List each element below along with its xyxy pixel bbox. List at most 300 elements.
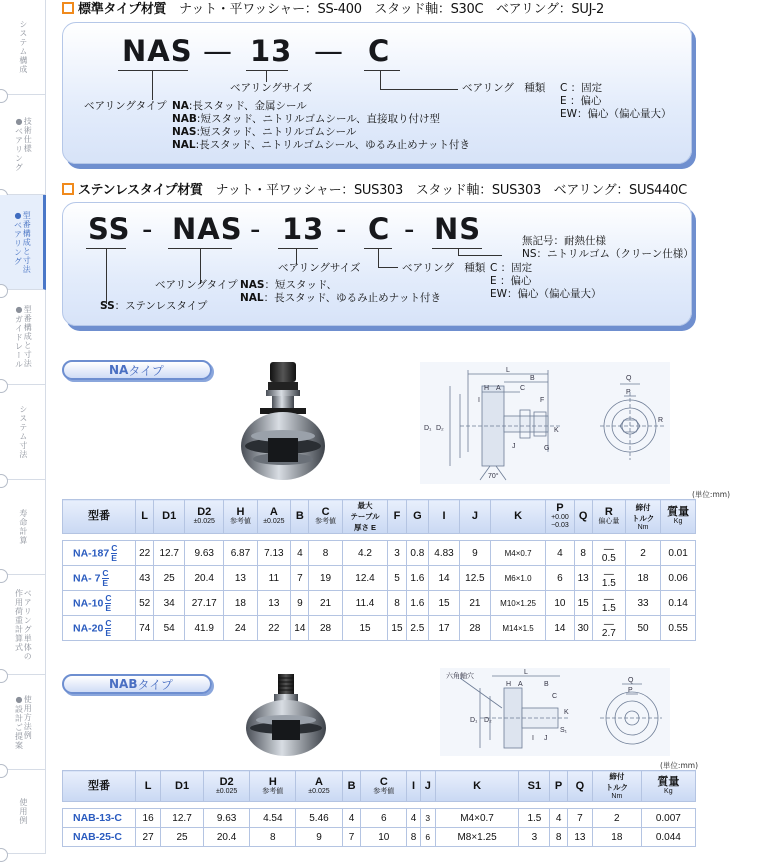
cell-value: 3 [425, 812, 431, 823]
table-cell [490, 566, 546, 591]
table-cell [257, 591, 291, 616]
table-cell [257, 616, 291, 641]
column-header-label: B [347, 779, 356, 792]
cell-value: 27 [142, 831, 154, 843]
table-cell [429, 591, 460, 616]
column-header-label: L [144, 779, 152, 792]
table-cell [459, 541, 490, 566]
variant-c: C [102, 567, 109, 578]
cell-value: 25 [163, 572, 175, 584]
code-dash: — [203, 34, 233, 68]
dim-socket: 六角軸穴 [446, 673, 474, 680]
cell-value: 2 [640, 547, 646, 559]
column-header [224, 500, 257, 534]
table-cell [592, 591, 625, 616]
table-cell [592, 566, 625, 591]
side-tab[interactable] [0, 770, 46, 854]
column-header-label: 締付 トルク [631, 502, 655, 523]
column-header-note: 参考値 [262, 787, 284, 795]
dim-a: A [518, 681, 523, 688]
column-header [203, 771, 250, 802]
na-type-tab [62, 360, 212, 380]
type-label: ベアリングタイプ [84, 100, 167, 112]
code-part-size: 13 [250, 34, 293, 68]
table-cell [625, 616, 660, 641]
dim-r: R [658, 417, 664, 424]
cell-value: 41.9 [194, 622, 214, 634]
nab-technical-drawing [440, 668, 670, 756]
column-header [519, 771, 550, 802]
dim-l: L [524, 669, 528, 676]
model-number: NAB-25-C [73, 831, 123, 843]
cell-value: 4.54 [263, 812, 283, 824]
column-header [435, 771, 519, 802]
side-tab-label: システム構成 [18, 20, 28, 74]
no-eccentric-dash: — [603, 618, 614, 630]
column-header [593, 771, 642, 802]
code-option-row: E ：偏心 [490, 275, 532, 287]
table-cell [224, 541, 257, 566]
dim-d2: D₂ [484, 717, 492, 724]
table-cell [429, 541, 460, 566]
column-header [136, 500, 154, 534]
cell-value: 9 [297, 597, 303, 609]
table-cell [361, 828, 407, 847]
code-option-row [172, 113, 470, 126]
cell-value: 9.63 [194, 547, 214, 559]
side-tab-label: 使用方法例 ●設計ご提案 [14, 694, 33, 750]
column-header [406, 500, 428, 534]
column-header-label: D1 [162, 510, 177, 522]
cell-value: 19 [320, 572, 332, 584]
column-header [420, 771, 435, 802]
cell-value: 54 [163, 622, 175, 634]
table-cell [429, 616, 460, 641]
cell-value: 13 [268, 597, 280, 609]
table-cell [406, 591, 428, 616]
column-header [161, 771, 204, 802]
column-header-note: 参考値 [315, 518, 337, 525]
cell-value: 25 [176, 831, 188, 843]
column-header-label: 型番 [88, 510, 110, 522]
table-cell [435, 809, 519, 828]
table-cell [136, 566, 154, 591]
heading-marker-icon [62, 183, 74, 195]
column-header-label: S1 [527, 779, 542, 792]
table-cell [257, 566, 291, 591]
table-cell [161, 809, 204, 828]
cell-value: 0.14 [668, 597, 688, 609]
cell-value: 20.4 [194, 572, 214, 584]
table-cell [406, 616, 428, 641]
table-cell [136, 828, 161, 847]
side-tab-marker-icon [0, 848, 8, 862]
column-header-note: Kg [673, 518, 683, 525]
cell-value: 14 [438, 572, 450, 584]
column-header-label: 最大 テーブル 厚さ E [350, 501, 380, 532]
cell-value: 15 [391, 622, 403, 634]
table-cell [429, 566, 460, 591]
code-option-row [240, 292, 441, 305]
dim-s1: S₁ [560, 727, 568, 734]
table-cell [342, 809, 361, 828]
model-cell [63, 591, 136, 616]
type-list [240, 279, 441, 305]
variant-stack [111, 544, 117, 563]
table-cell [625, 541, 660, 566]
na-spec-table [62, 499, 696, 641]
code-option-text: :長スタッド、ニトリルゴムシール、ゆるみ止めナット付き [195, 139, 470, 151]
cell-value: 9 [472, 547, 478, 559]
table-cell [490, 616, 546, 641]
standard-title: 標準タイプ材質 [78, 2, 167, 17]
dim-d1: D₁ [424, 425, 432, 432]
table-cell [519, 828, 550, 847]
cell-value: 12.7 [159, 547, 179, 559]
variant-stack [102, 569, 108, 588]
table-cell [250, 809, 296, 828]
cell-value: 6 [425, 831, 431, 842]
code-option-row: C ：固定 [560, 82, 603, 94]
code-option-text: ：短スタッド、 [264, 279, 338, 291]
code-option-key: NAL [172, 139, 196, 151]
table-row [63, 591, 696, 616]
cell-value: 1.5 [601, 602, 616, 614]
cell-value: 28 [469, 622, 481, 634]
table-cell [388, 616, 406, 641]
variant-e: E [111, 552, 117, 563]
table-cell [592, 541, 625, 566]
cell-value: 11.4 [355, 597, 375, 609]
column-header-label: 締付 トルク [605, 772, 629, 792]
dim-j: J [544, 735, 548, 742]
column-header [361, 771, 407, 802]
code-option-text: :長スタッド、金属シール [188, 100, 307, 112]
table-cell [154, 541, 185, 566]
na-technical-drawing [420, 362, 670, 484]
side-tab-label: システム寸法 [18, 405, 28, 459]
model-cell [63, 809, 136, 828]
cell-value: M4×0.7 [504, 548, 532, 558]
table-cell [185, 591, 224, 616]
table-cell [342, 828, 361, 847]
table-cell [546, 591, 574, 616]
table-cell [625, 591, 660, 616]
code-option-text: :短スタッド、ニトリルゴムシール [196, 126, 357, 138]
table-cell [546, 566, 574, 591]
side-tab[interactable] [0, 0, 46, 95]
column-header-note: ±0.025 [193, 518, 215, 525]
cell-value: 4.2 [358, 547, 372, 559]
side-tab[interactable] [0, 480, 46, 575]
cell-value: 3 [531, 831, 538, 843]
table-cell [291, 566, 309, 591]
table-cell [661, 566, 696, 591]
table-cell [136, 809, 161, 828]
dim-c: C [552, 693, 558, 700]
size-label: ベアリングサイズ [278, 262, 361, 274]
cell-value: 15 [577, 597, 589, 609]
column-header-note: ±0.025 [308, 787, 330, 795]
nab-product-photo [238, 670, 338, 760]
variant-e: E [105, 627, 112, 638]
table-cell [641, 828, 695, 847]
code-part-nas: NAS [172, 212, 243, 246]
model-number: NA-187 [73, 546, 110, 559]
cell-value: 6 [381, 812, 387, 824]
code-dash: - [142, 212, 154, 246]
code-option-row: E ：偏心 [560, 95, 602, 107]
cell-value: 14 [294, 622, 306, 634]
column-header [136, 771, 161, 802]
cell-value: 34 [163, 597, 175, 609]
code-option-row [240, 279, 441, 292]
table-cell [291, 591, 309, 616]
side-tab[interactable] [0, 95, 46, 195]
table-cell [296, 809, 343, 828]
column-header-label: D2 [197, 506, 212, 518]
table-cell [661, 541, 696, 566]
cell-value: 4 [555, 812, 562, 824]
side-tab-label: 型番構成と寸法 ●ベアリング [13, 210, 32, 274]
column-header [342, 500, 388, 534]
cell-value: 13 [577, 572, 589, 584]
column-header-label: I [442, 510, 446, 522]
na-pill-suffix: タイプ [128, 363, 164, 378]
cell-value: 12.5 [465, 572, 485, 584]
model-cell [63, 566, 136, 591]
cell-value: 9.63 [216, 812, 237, 824]
table-row [63, 828, 696, 847]
dim-f: F [540, 397, 545, 404]
code-option-text: ：長スタッド、ゆるみ止めナット付き [263, 292, 441, 304]
table-cell [388, 591, 406, 616]
cell-value: 21 [469, 597, 481, 609]
nab-type-tab [62, 674, 212, 694]
table-cell [567, 828, 592, 847]
cell-value: 11 [268, 572, 280, 584]
column-header [309, 500, 342, 534]
table-row [63, 541, 696, 566]
cell-value: 17 [438, 622, 450, 634]
cell-value: 8 [580, 547, 586, 559]
table-cell [309, 591, 342, 616]
cell-value: 4.83 [434, 547, 454, 559]
column-header-label: A [269, 506, 278, 518]
table-cell [203, 828, 250, 847]
code-dash: - [404, 212, 416, 246]
column-header [625, 500, 660, 534]
column-header [342, 771, 361, 802]
table-cell [574, 591, 592, 616]
table-cell [459, 616, 490, 641]
table-row [63, 809, 696, 828]
table-cell [309, 541, 342, 566]
column-header [257, 500, 291, 534]
column-header-label: B [295, 510, 304, 522]
na-pill-prefix: NA [109, 363, 129, 377]
cell-value: 0.01 [668, 547, 688, 559]
code-option-key: NAS [172, 126, 197, 138]
column-header-label: Q [575, 779, 585, 792]
code-option-row: EW：偏心（偏心量大） [490, 288, 602, 300]
dim-d2: D₂ [436, 425, 444, 432]
column-header [546, 500, 574, 534]
cell-value: 7 [348, 831, 355, 843]
table-cell [546, 541, 574, 566]
column-header-note: Nm [637, 523, 649, 531]
side-tab-label: 型番構成と寸法 ●ガイドレール [14, 305, 33, 369]
code-part-nas: NAS [122, 34, 193, 68]
cell-value: 16 [142, 812, 154, 824]
variant-stack [105, 619, 111, 638]
column-header-label: K [514, 510, 523, 522]
no-eccentric-dash: — [603, 593, 614, 605]
side-tab[interactable] [0, 675, 46, 770]
cell-value: 33 [637, 597, 649, 609]
cell-value: 5.46 [309, 812, 329, 824]
table-row [63, 566, 696, 591]
table-cell [342, 566, 388, 591]
column-header-label: K [473, 779, 482, 792]
code-option-row [172, 100, 470, 113]
column-header-label: C [379, 775, 388, 788]
table-cell [592, 616, 625, 641]
dim-b: B [544, 681, 549, 688]
table-cell [661, 591, 696, 616]
column-header [154, 500, 185, 534]
table-cell [291, 616, 309, 641]
cell-value: 8 [322, 547, 329, 559]
table-cell [574, 616, 592, 641]
side-tab[interactable] [0, 385, 46, 480]
model-number: NAB-13-C [73, 812, 123, 824]
table-cell [361, 809, 407, 828]
seal-list [522, 235, 694, 261]
code-dash: - [250, 212, 262, 246]
table-cell [309, 616, 342, 641]
column-header-label: F [393, 510, 401, 522]
no-eccentric-dash: — [603, 568, 614, 580]
table-cell [490, 591, 546, 616]
cell-value: 2.5 [410, 622, 425, 634]
table-cell [407, 809, 421, 828]
cell-value: 52 [139, 597, 151, 609]
nab-pill-prefix: NAB [109, 677, 138, 691]
side-tab-label: 寿命計算 [18, 509, 28, 545]
na-product-photo [232, 358, 342, 488]
table-cell [661, 616, 696, 641]
cell-value: 12.4 [355, 572, 375, 584]
dim-b: B [530, 375, 535, 382]
column-header [567, 771, 592, 802]
column-header-note: 偏心量 [598, 518, 620, 525]
dim-g: G [544, 445, 550, 452]
dim-a: A [496, 385, 501, 392]
type-label: ベアリングタイプ [155, 279, 238, 291]
code-option-key: NAS [240, 279, 265, 291]
side-tab[interactable] [0, 290, 46, 385]
cell-value: M6×1.0 [504, 573, 532, 583]
column-header [388, 500, 406, 534]
table-cell [407, 828, 421, 847]
bearing-label: ベアリング 種類 [462, 82, 546, 94]
cell-value: 28 [320, 622, 332, 634]
cell-value: 0.044 [655, 831, 681, 843]
side-tab-label: ベアリング単体の 作用荷重計算式 [14, 588, 33, 661]
code-option-row: EW：偏心（偏心量大） [560, 108, 672, 120]
cell-value: 50 [637, 622, 649, 634]
column-header-label: D2 [219, 775, 234, 788]
dim-d1: D₁ [470, 717, 478, 724]
side-tab-label: 技術仕様 ●ベアリング [14, 117, 33, 172]
cell-value: 0.06 [668, 572, 688, 584]
side-tab[interactable] [0, 575, 46, 675]
cell-value: 10 [378, 831, 390, 843]
table-cell [420, 809, 435, 828]
cell-value: 4 [410, 812, 417, 824]
cell-value: 13 [234, 572, 246, 584]
column-header [490, 500, 546, 534]
variant-e: E [105, 602, 112, 613]
cell-value: 13 [574, 831, 586, 843]
cell-value: 5 [394, 572, 400, 584]
dim-k: K [554, 427, 559, 434]
column-header-note: Kg [664, 787, 673, 795]
column-header-label: P [556, 502, 564, 514]
side-tab[interactable] [0, 195, 46, 290]
type-list [172, 100, 470, 152]
table-cell [136, 541, 154, 566]
bearing-list [490, 262, 602, 301]
ss-text: ：ステンレスタイプ [114, 300, 208, 312]
cell-value: 3 [394, 547, 400, 559]
cell-value: 7.13 [264, 547, 284, 559]
cell-value: 15 [438, 597, 450, 609]
cell-value: 4 [297, 547, 303, 559]
variant-c: C [105, 592, 112, 603]
cell-value: 18 [611, 831, 623, 843]
column-header-label: J [424, 779, 431, 792]
stainless-material-heading [62, 179, 687, 198]
table-cell [154, 566, 185, 591]
column-header-label: D1 [175, 779, 190, 792]
table-cell [641, 809, 695, 828]
model-cell [63, 616, 136, 641]
variant-c: C [105, 617, 112, 628]
column-header-note: ±0.025 [263, 518, 285, 525]
column-header [429, 500, 460, 534]
cell-value: 8 [410, 831, 417, 843]
code-option-key: NA [172, 100, 189, 112]
cell-value: M4×0.7 [460, 812, 494, 824]
cell-value: 8 [555, 831, 562, 843]
column-header-note: Nm [611, 793, 623, 800]
table-cell [185, 616, 224, 641]
table-cell [550, 809, 567, 828]
column-header-label: H [268, 775, 277, 788]
variant-c: C [111, 542, 118, 553]
code-option-text: :短スタッド、ニトリルゴムシール、直接取り付け型 [196, 113, 440, 125]
table-cell [388, 541, 406, 566]
nab-pill-suffix: タイプ [137, 677, 173, 692]
cell-value: 8 [394, 597, 400, 609]
table-cell [309, 566, 342, 591]
table-cell [296, 828, 343, 847]
table-cell [154, 591, 185, 616]
column-header-label: Q [578, 510, 588, 522]
cell-value: 1.6 [410, 572, 425, 584]
